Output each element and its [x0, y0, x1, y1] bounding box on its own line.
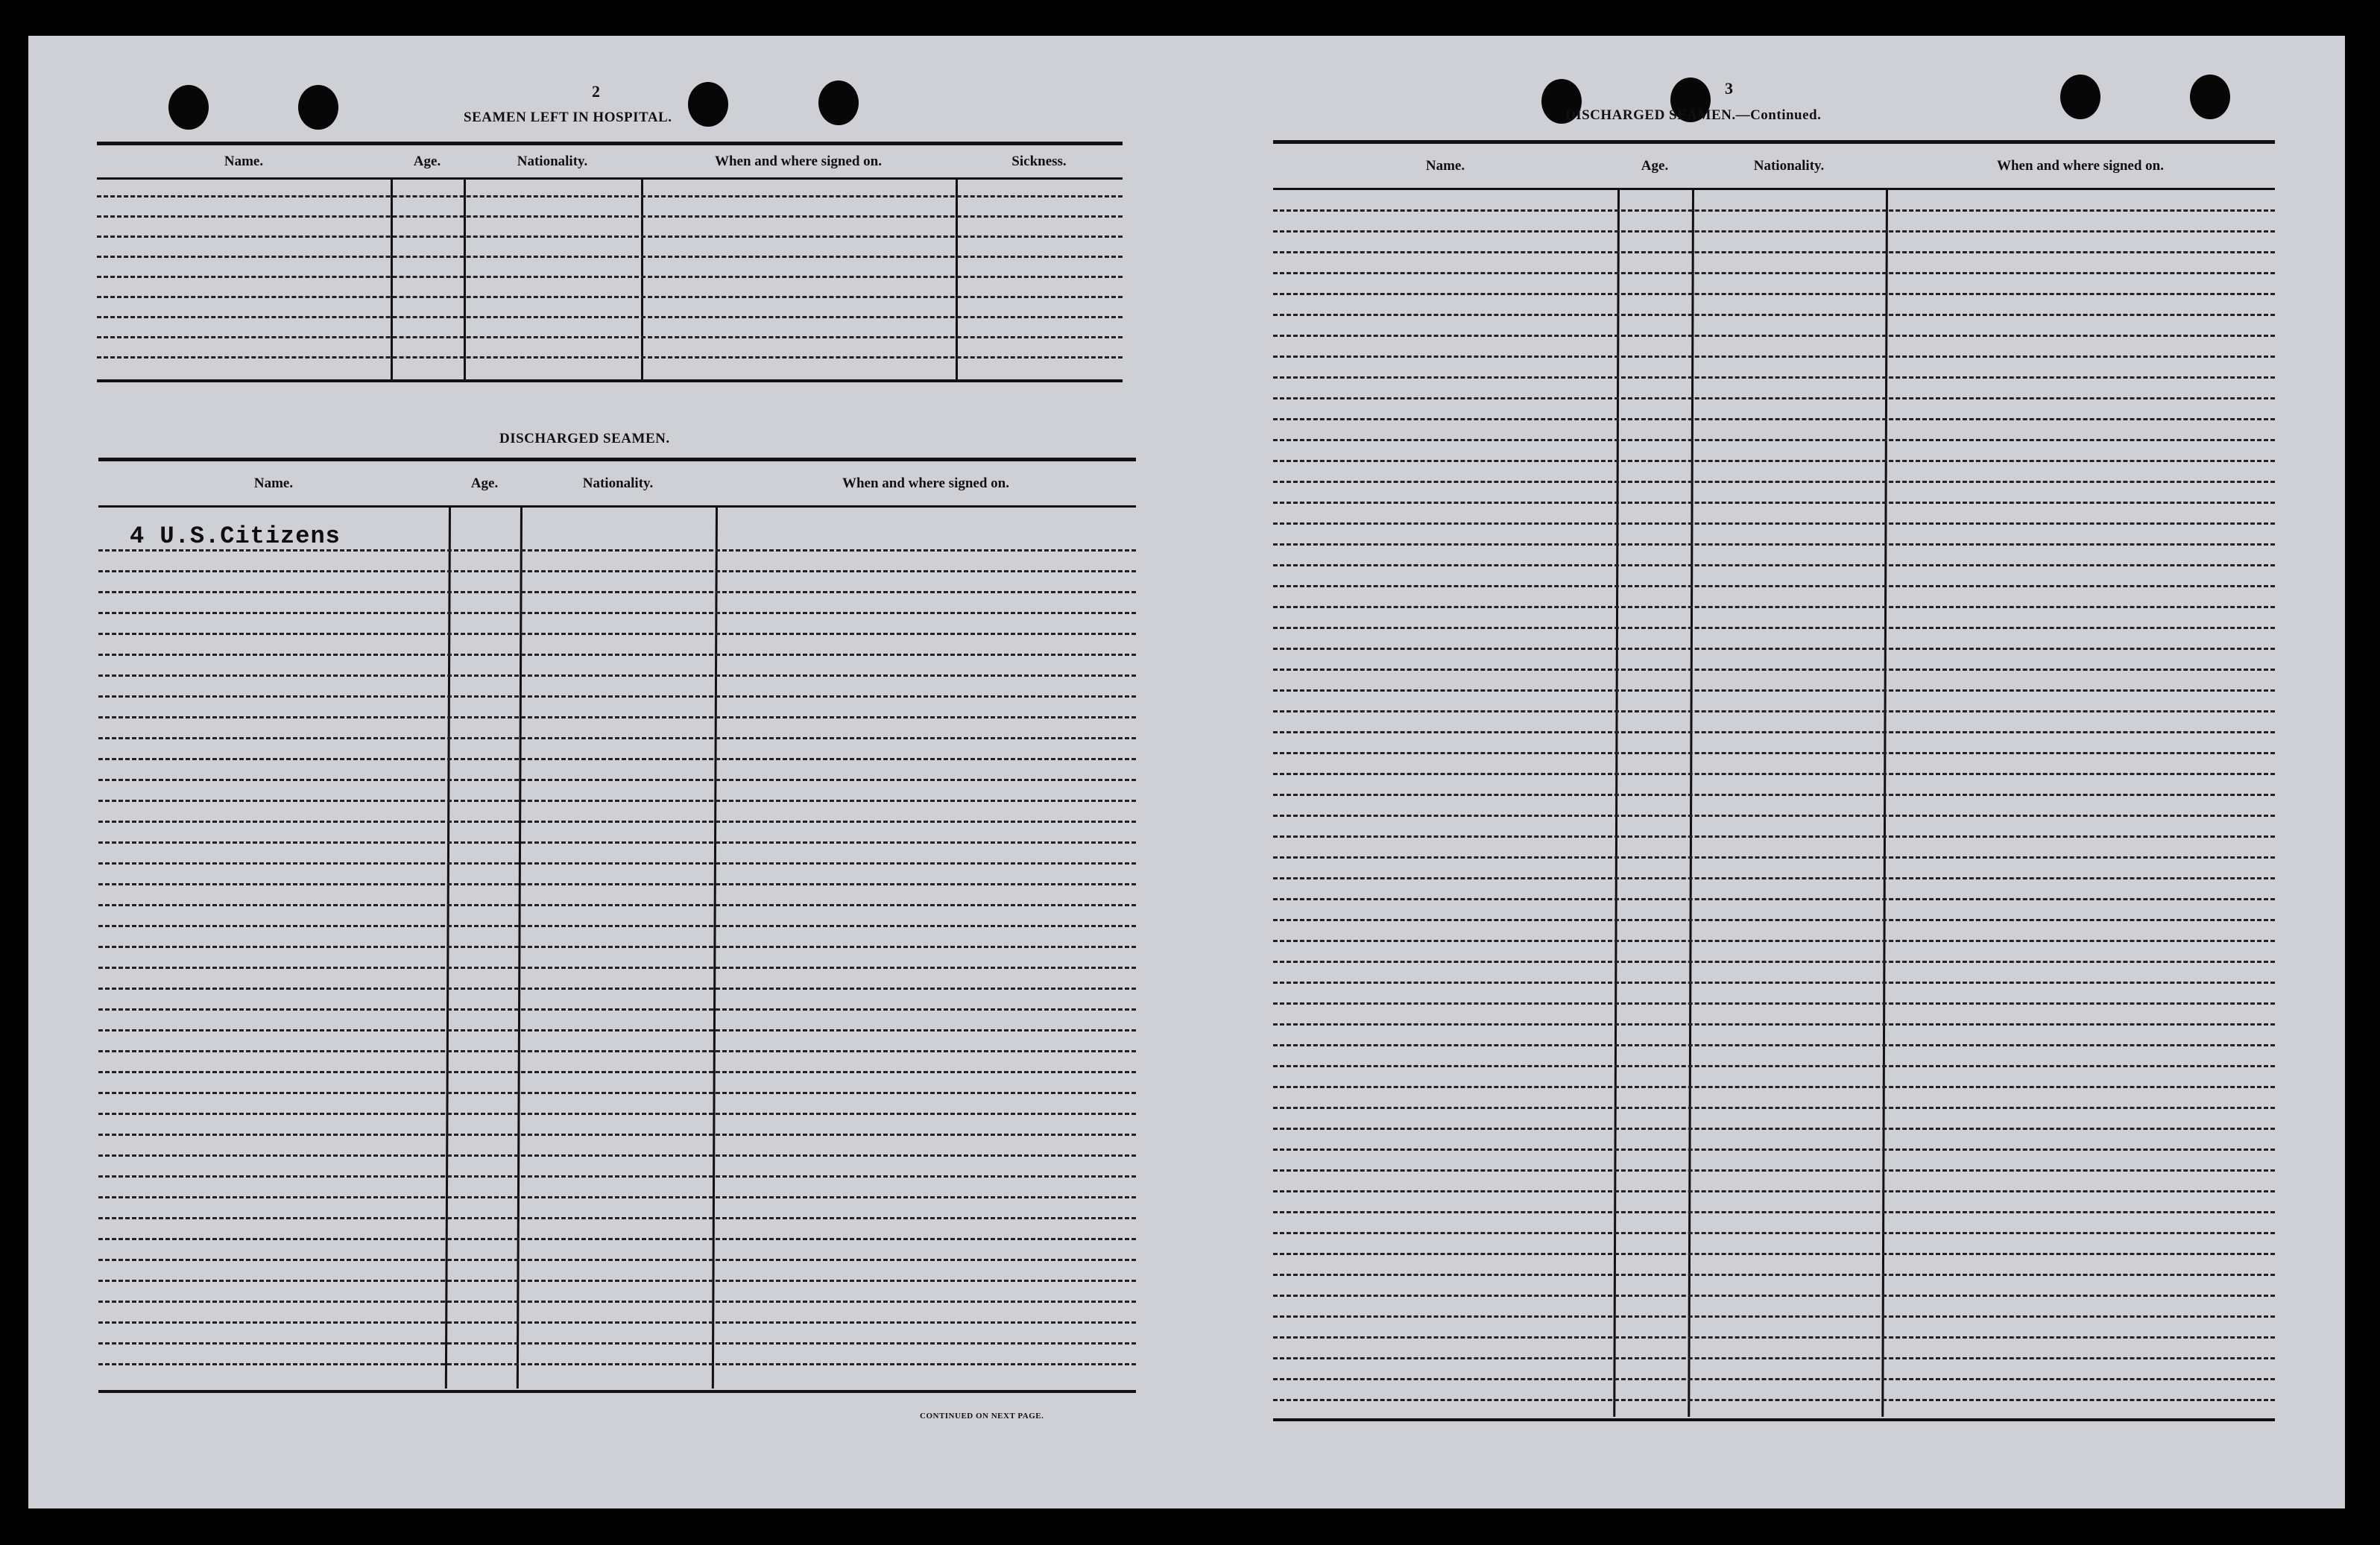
entry-line	[98, 1071, 1136, 1073]
entry-line	[98, 1280, 1136, 1282]
entry-line	[98, 1092, 1136, 1094]
entry-line	[98, 946, 1136, 948]
entry-line	[98, 841, 1136, 844]
entry-line	[1273, 856, 2275, 859]
table-bottom-rule	[1273, 1418, 2275, 1421]
table-bottom-rule	[97, 379, 1123, 382]
hospital-table	[97, 142, 1123, 419]
entry-line	[1273, 230, 2275, 233]
entry-line	[1273, 877, 2275, 879]
entry-line	[1273, 815, 2275, 817]
hospital-table-header	[97, 145, 1123, 180]
entry-line	[1273, 1169, 2275, 1172]
column-header-name: Name.	[224, 153, 264, 169]
entry-line	[97, 296, 1123, 298]
entry-line	[97, 215, 1123, 218]
entry-line	[1273, 272, 2275, 274]
discharged-continued-header	[1273, 144, 2275, 190]
entry-line	[98, 633, 1136, 635]
entry-line	[1273, 251, 2275, 253]
entry-line	[1273, 356, 2275, 358]
entry-line	[98, 800, 1136, 802]
entry-line	[1273, 982, 2275, 984]
entry-line	[1273, 1211, 2275, 1213]
column-header-age: Age.	[413, 153, 441, 169]
page-number: 2	[592, 82, 600, 101]
column-header-sickness: Sickness.	[1011, 153, 1067, 169]
entry-line	[1273, 314, 2275, 316]
entry-line	[1273, 1065, 2275, 1067]
entry-line	[1273, 1023, 2275, 1026]
entry-line	[98, 1113, 1136, 1115]
entry-line	[98, 1029, 1136, 1031]
entry-line	[1273, 689, 2275, 692]
left-page	[28, 36, 1187, 1508]
entry-line	[98, 779, 1136, 781]
entry-line	[97, 195, 1123, 198]
entry-line	[1273, 648, 2275, 650]
entry-line	[98, 674, 1136, 677]
entry-line	[1273, 1002, 2275, 1005]
entry-line	[1273, 293, 2275, 295]
entry-line	[1273, 898, 2275, 900]
column-header-nationality: Nationality.	[582, 475, 654, 491]
column-header-signed-on: When and where signed on.	[842, 475, 1009, 491]
entry-line	[1273, 606, 2275, 608]
entry-line	[98, 758, 1136, 760]
entry-line	[98, 1175, 1136, 1178]
entry-line	[1273, 460, 2275, 462]
entry-line	[98, 1321, 1136, 1324]
entry-line	[1273, 1253, 2275, 1255]
entry-line	[1273, 627, 2275, 629]
entry-line	[1273, 1336, 2275, 1339]
entry-line	[1273, 481, 2275, 483]
entry-line	[98, 1238, 1136, 1240]
entry-line	[1273, 1190, 2275, 1192]
entry-line	[1273, 1378, 2275, 1380]
entry-line	[98, 862, 1136, 865]
entry-line	[1273, 1128, 2275, 1130]
entry-line	[1273, 940, 2275, 942]
entry-line	[98, 1301, 1136, 1303]
column-header-name: Name.	[253, 475, 294, 491]
entry-line	[1273, 439, 2275, 441]
entry-line	[98, 654, 1136, 656]
entry-line	[97, 276, 1123, 278]
entry-line	[1273, 397, 2275, 399]
entry-line	[1273, 564, 2275, 566]
entry-line	[98, 612, 1136, 614]
discharged-table	[98, 458, 1136, 1438]
discharged-continued-table	[1273, 140, 2275, 1452]
entry-line	[1273, 1357, 2275, 1359]
hospital-section-title: SEAMEN LEFT IN HOSPITAL.	[464, 110, 672, 125]
entry-line	[97, 336, 1123, 338]
entry-line	[98, 1363, 1136, 1365]
entry-line	[1273, 669, 2275, 671]
column-header-signed-on: When and where signed on.	[714, 153, 882, 169]
entry-line	[1273, 209, 2275, 212]
entry-line	[98, 1008, 1136, 1011]
discharged-section-title: DISCHARGED SEAMEN.	[499, 431, 670, 446]
entry-line	[98, 925, 1136, 927]
typed-entry: 4 U.S.Citizens	[130, 522, 341, 550]
discharged-table-header	[98, 461, 1136, 508]
column-header-nationality: Nationality.	[517, 153, 588, 169]
entry-line	[1273, 773, 2275, 775]
entry-line	[98, 591, 1136, 593]
entry-line	[1273, 1044, 2275, 1046]
entry-line	[1273, 710, 2275, 713]
entry-line	[1273, 1086, 2275, 1088]
page-number: 3	[1725, 79, 1733, 98]
entry-line	[98, 821, 1136, 823]
entry-line	[97, 256, 1123, 258]
entry-line	[98, 1342, 1136, 1345]
entry-line	[1273, 961, 2275, 963]
column-header-name: Name.	[1425, 157, 1465, 174]
entry-line	[98, 988, 1136, 990]
entry-line	[1273, 1295, 2275, 1297]
entry-line	[98, 967, 1136, 969]
entry-line	[1273, 1107, 2275, 1109]
entry-line	[1273, 731, 2275, 733]
entry-line	[1273, 418, 2275, 420]
entry-line	[1273, 794, 2275, 796]
right-page	[1187, 36, 2345, 1508]
entry-line	[1273, 1232, 2275, 1234]
entry-line	[1273, 1274, 2275, 1276]
document-sheet	[28, 36, 2345, 1508]
entry-line	[98, 883, 1136, 885]
continued-note: CONTINUED ON NEXT PAGE.	[920, 1412, 1044, 1421]
column-rule	[641, 180, 643, 381]
column-rule	[391, 180, 393, 381]
entry-line	[1273, 502, 2275, 504]
entry-line	[1273, 919, 2275, 921]
entry-line	[1273, 1399, 2275, 1401]
entry-line	[98, 570, 1136, 572]
entry-line	[97, 316, 1123, 318]
entry-line	[98, 1050, 1136, 1052]
entry-line	[1273, 522, 2275, 525]
entry-line	[1273, 585, 2275, 587]
entry-line	[1273, 335, 2275, 337]
entry-line	[1273, 1149, 2275, 1151]
entry-line	[97, 356, 1123, 358]
entry-line	[98, 1217, 1136, 1219]
entry-line	[98, 1259, 1136, 1261]
column-rule	[464, 180, 466, 381]
entry-line	[98, 737, 1136, 739]
column-header-nationality: Nationality.	[1753, 157, 1825, 174]
entry-line	[98, 549, 1136, 552]
column-header-signed-on: When and where signed on.	[1996, 157, 2164, 174]
entry-line	[97, 236, 1123, 238]
entry-line	[1273, 543, 2275, 546]
entry-line	[98, 1154, 1136, 1157]
column-header-age: Age.	[470, 475, 499, 491]
column-rule	[956, 180, 958, 381]
entry-line	[98, 716, 1136, 718]
entry-line	[98, 695, 1136, 698]
entry-line	[1273, 835, 2275, 838]
column-header-age: Age.	[1641, 157, 1669, 174]
table-bottom-rule	[98, 1390, 1136, 1393]
entry-line	[1273, 376, 2275, 379]
entry-line	[98, 1134, 1136, 1136]
entry-line	[1273, 1315, 2275, 1318]
entry-line	[98, 1196, 1136, 1198]
entry-line	[98, 904, 1136, 906]
discharged-continued-title: DISCHARGED SEAMEN.—Continued.	[1565, 107, 1822, 123]
entry-line	[1273, 752, 2275, 754]
